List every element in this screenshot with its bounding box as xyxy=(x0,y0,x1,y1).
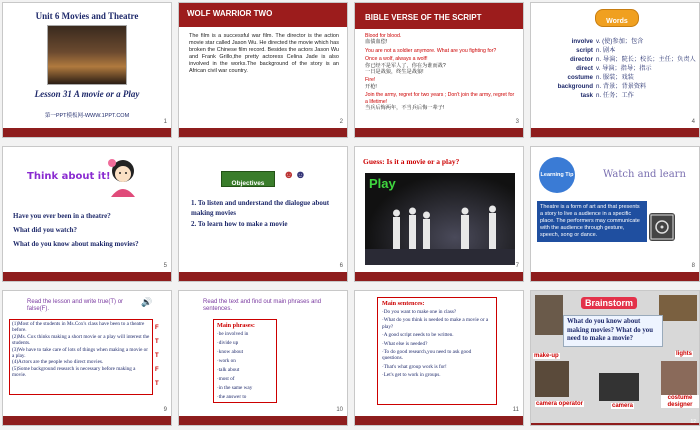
lesson-title: Lesson 31 A movie or a Play xyxy=(34,89,140,99)
verse-line: 你已经不是军人了，你在为谁而战? xyxy=(365,62,446,69)
footer-band xyxy=(179,416,347,425)
footer-band xyxy=(3,416,171,425)
word-en: background xyxy=(557,83,593,90)
slide-number: 8 xyxy=(691,263,695,269)
footer-band xyxy=(3,272,171,281)
footer-band xyxy=(531,128,699,137)
word-en: director xyxy=(569,56,593,63)
brainstorm-question: What do you know about making movies? What do you need to make a movie? xyxy=(563,315,663,347)
verse-line: 当兵后悔两年，不当兵后悔一辈子! xyxy=(365,105,445,112)
word-zh: n. 背景；背景资料 xyxy=(596,83,647,90)
phrase-item: ·most of xyxy=(217,376,235,382)
theatre-image xyxy=(47,25,127,85)
sentence-item: ·Do you want to make one in class? xyxy=(382,309,457,315)
footer-band xyxy=(3,128,171,137)
phrase-item: ·the answer to xyxy=(217,394,247,400)
sentence-item: ·Let's get to work in groups. xyxy=(382,372,441,379)
phrase-item: ·work on xyxy=(217,358,236,364)
word-en: script xyxy=(576,47,593,54)
statement-item: (4)Actors are the people who direct movies. xyxy=(12,359,104,366)
phrase-header: Main phrases: xyxy=(217,322,255,329)
verse-line: You are not a soldier anymore. What are you fighting for? xyxy=(365,47,497,54)
phrase-item: ·talk about xyxy=(217,367,240,373)
collage-photo xyxy=(659,295,697,321)
footer-watermark: 第一PPT模板网-WWW.1PPT.COM xyxy=(44,113,130,119)
question-list xyxy=(13,209,139,251)
word-list xyxy=(531,37,700,100)
word-zh: n. 任务；工作 xyxy=(596,92,634,99)
question-item: Have you ever been in a theatre? xyxy=(13,212,111,220)
guess-title: Guess: Is it a movie or a play? xyxy=(363,157,460,166)
footer-band xyxy=(355,128,523,137)
slide-number: 1 xyxy=(163,119,167,125)
words-badge xyxy=(595,9,639,27)
sentence-item: ·What do you think is needed to make a movie or a play? xyxy=(382,317,489,330)
phrase-item: ·divide up xyxy=(217,340,239,346)
slide-number: 11 xyxy=(512,407,519,413)
answer-mark: F xyxy=(155,325,159,331)
sentence-item: ·That's what group work is for! xyxy=(382,363,447,370)
collage-photo xyxy=(535,361,569,397)
slide-9-thumbnail[interactable] xyxy=(2,290,172,426)
word-zh: n. 服装；戏装 xyxy=(596,74,634,81)
theatre-definition: Theatre is a form of art and that presents a story to live a audience in a specific place. The performers may communicate with the audience through gesture, speech, song or dance. xyxy=(537,201,647,242)
slide-number: 12 xyxy=(690,419,696,425)
badge-label: Learning Tip xyxy=(540,172,574,178)
badge-label: Objectives xyxy=(231,180,265,187)
slide-2-thumbnail[interactable] xyxy=(178,2,348,138)
label-camera-operator: camera operator xyxy=(536,401,584,407)
footer-band xyxy=(179,128,347,137)
film-icon xyxy=(649,213,675,241)
word-zh: v. (使)参加；包含 xyxy=(596,38,644,45)
word-en: direct xyxy=(576,65,593,72)
phrase-item: ·be involved in xyxy=(217,331,249,337)
word-zh: n. 导演；院长；校长；主任；负责人 xyxy=(596,56,696,63)
sentence-header: Main sentences: xyxy=(382,300,425,307)
word-zh: v. 导演；指导；指示 xyxy=(596,65,652,72)
slide-number: 7 xyxy=(515,263,519,269)
badge-label: Words xyxy=(606,18,628,25)
body-text: The film is a successful war film. The director is the action movie star called Jason Wu. He directed the movie which has broken the Chinese film record. Besides the actors Jason Wu and Frank Grillo,the pretty actoress Celina Jade is also involved in the works.The background of the story is an African civil war country. xyxy=(189,33,339,74)
play-tag: Play xyxy=(369,176,396,191)
slide-number: 2 xyxy=(339,119,343,125)
verse-line: Once a wolf, always a wolf! xyxy=(365,56,428,63)
word-row xyxy=(531,73,700,82)
slide-7-thumbnail[interactable] xyxy=(354,146,524,282)
girl-icon xyxy=(103,155,143,197)
slide-6-thumbnail[interactable] xyxy=(178,146,348,282)
phrase-item: ·in the same way xyxy=(217,385,253,391)
word-en: involve xyxy=(571,38,593,45)
verse-list xyxy=(365,33,517,111)
word-row xyxy=(531,64,700,73)
instruction-text: Read the lesson and write true(T) or false(F). xyxy=(27,299,124,312)
thinking-girl-illustration xyxy=(103,155,143,197)
question-item: What did you watch? xyxy=(13,226,77,234)
phrase-box xyxy=(213,319,277,403)
slide-1-thumbnail[interactable] xyxy=(2,2,172,138)
learning-tip-badge xyxy=(539,157,575,193)
word-zh: n. 剧本 xyxy=(596,47,616,54)
collage-photo xyxy=(535,295,563,335)
statement-item: (2)Ms. Cox thinks making a short movie or a play will interest the students. xyxy=(12,333,150,347)
slide-12-thumbnail[interactable] xyxy=(530,290,700,426)
label-costume-designer: costume designer xyxy=(661,395,699,408)
actors-illustration xyxy=(365,173,515,265)
sentence-box xyxy=(377,297,497,405)
footer-band xyxy=(355,416,523,425)
word-row xyxy=(531,46,700,55)
stage-photo xyxy=(365,173,515,265)
answer-mark: F xyxy=(155,367,159,373)
slide-number: 9 xyxy=(163,407,167,413)
question-item: What do you know about making movies? xyxy=(13,240,139,248)
word-row xyxy=(531,37,700,46)
collage-photo xyxy=(599,373,639,401)
footer-band xyxy=(179,272,347,281)
footer-band xyxy=(531,272,699,281)
sentence-item: ·A good script needs to be written. xyxy=(382,332,454,339)
objectives-badge xyxy=(221,171,275,187)
word-en: task xyxy=(580,92,593,99)
think-about-it-heading: Think about it! xyxy=(27,171,111,182)
slide-3-thumbnail[interactable] xyxy=(354,2,524,138)
slide-number: 4 xyxy=(691,119,695,125)
verse-line: 一日是战狼，终生是战狼! xyxy=(365,69,424,76)
slide-number: 3 xyxy=(515,119,519,125)
answer-column xyxy=(155,321,159,391)
verse-line: Fire! xyxy=(365,77,376,84)
objective-item: 1. To listen and understand the dialogue about making movies xyxy=(191,199,330,217)
slide-number: 5 xyxy=(163,263,167,269)
footer-band xyxy=(531,423,699,425)
answer-mark: T xyxy=(155,353,159,359)
slide-title: WOLF WARRIOR TWO xyxy=(187,9,273,18)
slide-11-thumbnail[interactable] xyxy=(354,290,524,426)
statement-item: (5)Some background research is necessary before making a movie. xyxy=(12,365,136,379)
slide-5-thumbnail[interactable] xyxy=(2,146,172,282)
slide-8-thumbnail[interactable] xyxy=(530,146,700,282)
sentence-item: ·To do good research,you need to ask good questions. xyxy=(382,349,472,362)
collage-photo xyxy=(661,361,697,395)
verse-line: 血债血偿! xyxy=(365,39,388,46)
sentence-item: ·What else is needed? xyxy=(382,340,428,347)
speaker-icon: 🔊 xyxy=(141,297,153,307)
word-en: costume xyxy=(567,74,593,81)
slide-4-thumbnail[interactable] xyxy=(530,2,700,138)
instruction-text: Read the text and find out main phrases and sentences. xyxy=(203,299,322,312)
film-reel-icon xyxy=(649,213,675,241)
masks-icon: ☻☻ xyxy=(283,169,307,181)
objective-list xyxy=(191,199,337,230)
statement-box xyxy=(9,319,153,395)
footer-band xyxy=(355,272,523,281)
answer-mark: T xyxy=(155,381,159,387)
verse-line: Join the army, regret for two years ; Don't join the army, regret for a lifetime! xyxy=(365,92,515,105)
brainstorm-heading: Brainstorm xyxy=(581,297,637,309)
slide-number: 10 xyxy=(336,407,343,413)
label-lights: lights xyxy=(676,351,692,357)
word-row xyxy=(531,55,700,64)
slide-number: 6 xyxy=(339,263,343,269)
word-row xyxy=(531,82,700,91)
statement-item: (3)We have to take care of lots of things when making a movie or a play. xyxy=(12,346,148,360)
word-row xyxy=(531,91,700,100)
objective-item: 2. To learn how to make a movie xyxy=(191,220,288,228)
slide-title: BIBLE VERSE OF THE SCRIPT xyxy=(365,13,482,22)
watch-and-learn-heading: Watch and learn xyxy=(603,169,686,180)
label-camera: camera xyxy=(612,403,634,409)
unit-title: Unit 6 Movies and Theatre xyxy=(35,11,139,21)
answer-mark: T xyxy=(155,339,159,345)
statement-item: (1)Most of the students in Ms.Cox's class have been to a theatre before. xyxy=(12,321,145,334)
verse-line: Blood for blood. xyxy=(365,33,402,39)
phrase-item: ·know about xyxy=(217,349,244,355)
verse-line: 开枪! xyxy=(365,83,377,90)
label-makeup: make-up xyxy=(534,353,559,359)
slide-10-thumbnail[interactable] xyxy=(178,290,348,426)
